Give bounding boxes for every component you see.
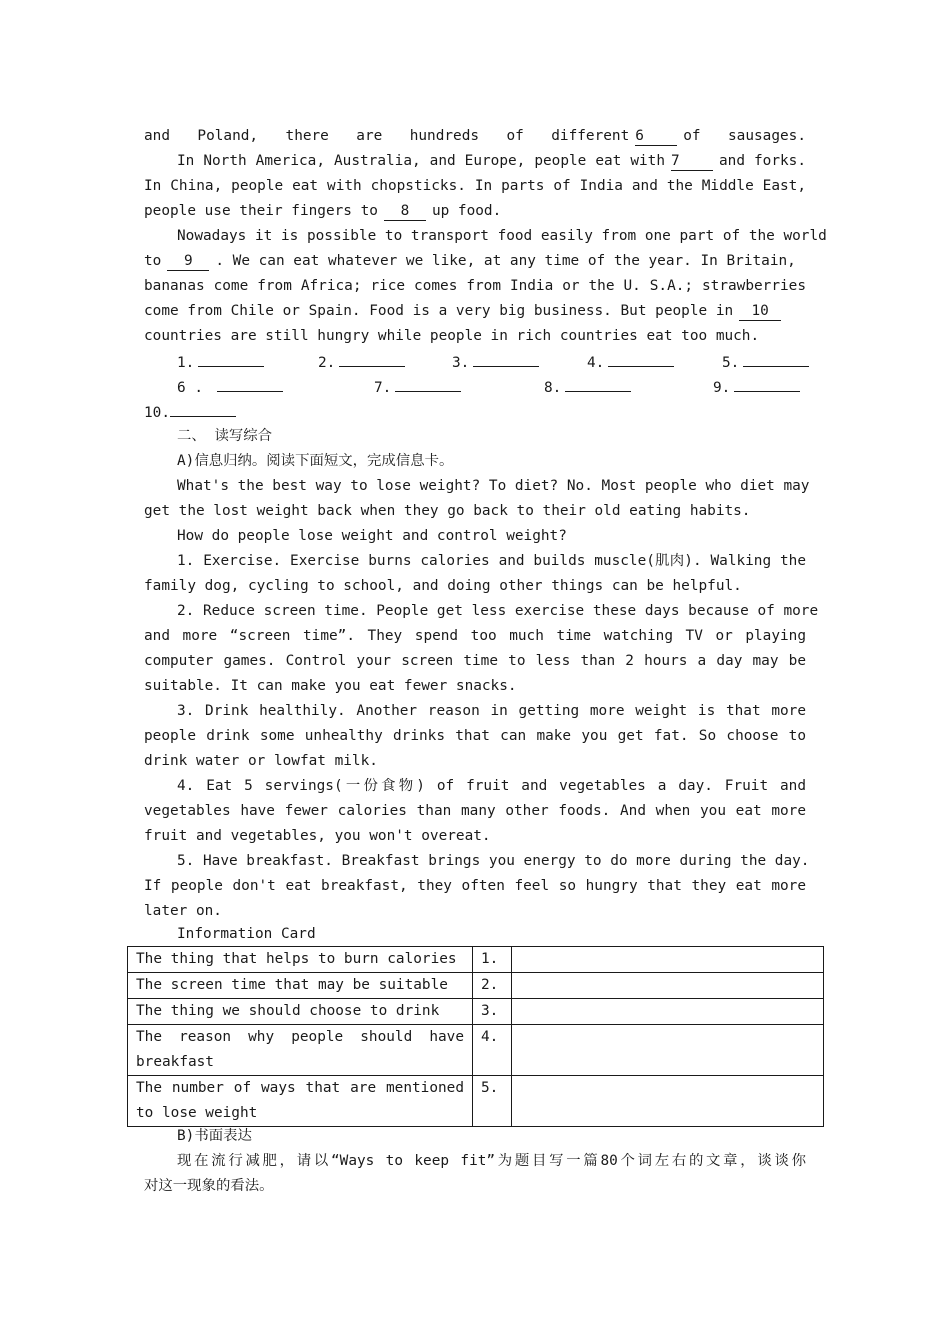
answer-blank[interactable]: 4. xyxy=(587,349,674,376)
passage-line: drink water or lowfat milk. xyxy=(144,753,378,769)
answer-blank[interactable]: 6 . xyxy=(177,374,283,401)
passage-line: people use their fingers to 8 up food. xyxy=(144,203,502,219)
card-answer-cell[interactable] xyxy=(512,973,824,999)
writing-task-line: 对这一现象的看法。 xyxy=(144,1178,274,1194)
blank-7: 7 xyxy=(671,152,713,171)
passage-line: 1. Exercise. Exercise burns calories and builds muscle(肌肉). Walking the xyxy=(177,553,806,569)
card-question: The screen time that may be suitable xyxy=(128,973,473,999)
card-answer-cell[interactable] xyxy=(512,1076,824,1127)
card-number: 4. xyxy=(473,1025,512,1076)
table-row xyxy=(128,947,824,973)
passage-line: In North America, Australia, and Europe, people eat with 7 and forks. xyxy=(177,153,806,169)
answer-blank[interactable]: 9. xyxy=(713,374,800,401)
passage-line: and more “screen time”. They spend too much time watching TV or playing xyxy=(144,628,806,644)
passage-line: In China, people eat with chopsticks. In parts of India and the Middle East, xyxy=(144,178,806,194)
passage-line: 5. Have breakfast. Breakfast brings you energy to do more during the day. xyxy=(177,853,810,869)
card-answer-cell[interactable] xyxy=(512,999,824,1025)
passage-line: later on. xyxy=(144,903,222,919)
passage-line: get the lost weight back when they go back to their old eating habits. xyxy=(144,503,751,519)
passage-line: people drink some unhealthy drinks that can make you get fat. So choose to xyxy=(144,728,806,744)
card-number: 1. xyxy=(473,947,512,973)
card-question: The thing that helps to burn calories xyxy=(128,947,473,973)
passage-line: family dog, cycling to school, and doing other things can be helpful. xyxy=(144,578,742,594)
blank-9: 9 xyxy=(167,252,209,271)
table-row xyxy=(128,999,824,1025)
passage-line: vegetables have fewer calories than many other foods. And when you eat more xyxy=(144,803,806,819)
blank-6: 6 xyxy=(635,127,677,146)
passage-line: to 9 . We can eat whatever we like, at any time of the year. In Britain, xyxy=(144,253,796,269)
table-row xyxy=(128,973,824,999)
card-question: The thing we should choose to drink xyxy=(128,999,473,1025)
passage-line: countries are still hungry while people in rich countries eat too much. xyxy=(144,328,760,344)
answer-row xyxy=(144,374,806,399)
passage-line: and Poland, there are hundreds of different 6 of sausages. xyxy=(144,128,806,144)
answer-blank[interactable]: 8. xyxy=(544,374,631,401)
table-row xyxy=(128,1076,824,1127)
passage-line: Nowadays it is possible to transport food easily from one part of the world xyxy=(177,228,827,244)
card-number: 2. xyxy=(473,973,512,999)
passage-line: come from Chile or Spain. Food is a very big business. But people in 10 xyxy=(144,299,806,324)
answer-row xyxy=(144,399,806,424)
part-a-instruction: A)信息归纳。阅读下面短文，完成信息卡。 xyxy=(177,453,454,469)
passage-line: How do people lose weight and control weight? xyxy=(177,528,567,544)
passage-line: fruit and vegetables, you won't overeat. xyxy=(144,828,491,844)
blank-8: 8 xyxy=(384,202,426,221)
blank-10: 10 xyxy=(739,302,781,321)
answer-blank[interactable]: 2. xyxy=(318,349,405,376)
section-heading: 二、 读写综合 xyxy=(177,428,273,444)
passage-line: What's the best way to lose weight? To diet? No. Most people who diet may xyxy=(177,478,810,494)
information-card-table xyxy=(127,946,824,1127)
passage-line: 3. Drink healthily. Another reason in getting more weight is that more xyxy=(177,703,806,719)
writing-task-line: 现在流行减肥，请以“Ways to keep fit”为题目写一篇80个词左右的文章，谈谈你 xyxy=(177,1153,806,1169)
card-number: 3. xyxy=(473,999,512,1025)
card-question: The number of ways that are mentioned to lose weight xyxy=(128,1076,473,1127)
answer-blank[interactable]: 10. xyxy=(144,399,236,426)
answer-blank[interactable]: 7. xyxy=(374,374,461,401)
passage-line: 2. Reduce screen time. People get less exercise these days because of more xyxy=(177,603,819,619)
card-title: Information Card xyxy=(177,926,316,942)
card-question: The reason why people should have breakfast xyxy=(128,1025,473,1076)
part-b-instruction: B)书面表达 xyxy=(177,1128,252,1144)
passage-line: computer games. Control your screen time to less than 2 hours a day may be xyxy=(144,653,806,669)
passage-line: 4. Eat 5 servings(一份食物) of fruit and vegetables a day. Fruit and xyxy=(177,778,806,794)
answer-blank[interactable]: 3. xyxy=(452,349,539,376)
card-answer-cell[interactable] xyxy=(512,1025,824,1076)
answer-blank[interactable]: 1. xyxy=(177,349,264,376)
passage-line: suitable. It can make you eat fewer snacks. xyxy=(144,678,517,694)
passage-line: bananas come from Africa; rice comes from India or the U. S.A.; strawberries xyxy=(144,278,806,294)
table-row xyxy=(128,1025,824,1076)
passage-line: If people don't eat breakfast, they often feel so hungry that they eat more xyxy=(144,878,806,894)
card-answer-cell[interactable] xyxy=(512,947,824,973)
card-number: 5. xyxy=(473,1076,512,1127)
answer-blank[interactable]: 5. xyxy=(722,349,809,376)
answer-row xyxy=(144,349,806,374)
